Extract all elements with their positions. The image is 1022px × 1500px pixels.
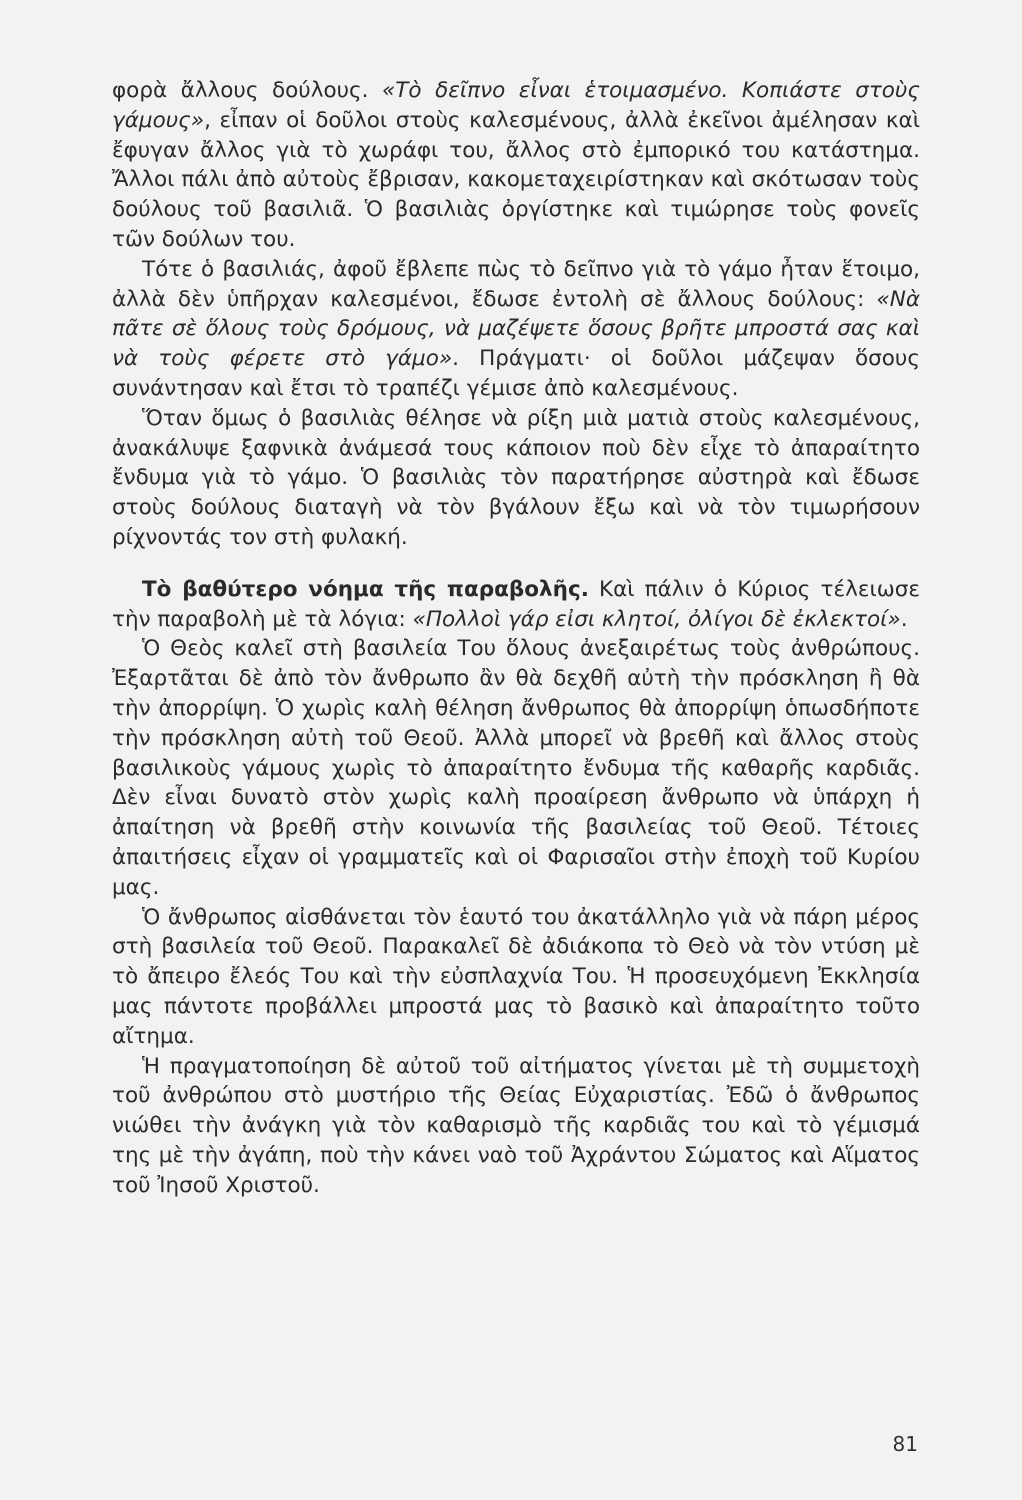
paragraph-3: Ὅταν ὅμως ὁ βασιλιὰς θέλησε νὰ ρίξη μιὰ ματιὰ στοὺς καλεσμένους, ἀνακάλυψε ξαφνικὰ ἀνάμεσά τους κάποιον ποὺ δὲν εἶχε τὸ ἀπαραίτητο ἔνδυμα γιὰ τὸ γάμο. Ὁ βασιλιὰς τὸν παρατήρησε αὐστηρὰ καὶ ἔδωσε στοὺς δούλους διαταγὴ νὰ τὸν βγάλουν ἔξω καὶ νὰ τὸν τιμωρήσουν ρίχνοντάς τον στὴ φυλακή. <box>112 405 920 550</box>
paragraph-5: Ὁ Θεὸς καλεῖ στὴ βασιλεία Του ὅλους ἀνεξαιρέτως τοὺς ἀνθρώπους. Ἐξαρτᾶται δὲ ἀπὸ τὸν ἄνθρωπο ἂν θὰ δεχθῆ αὐτὴ τὴν πρόσκληση ἢ θὰ τὴν ἀπορρίψη. Ὁ χωρὶς καλὴ θέληση ἄνθρωπος θὰ ἀπορρίψη ὁπωσδήποτε τὴν πρόσκληση αὐτὴ τοῦ Θεοῦ. Ἀλλὰ μπορεῖ νὰ βρεθῆ καὶ ἄλλος στοὺς βασιλικοὺς γάμους χωρὶς τὸ ἀπαραίτητο ἔνδυμα τῆς καθαρῆς καρδιᾶς. Δὲν εἶναι δυνατὸ στὸν χωρὶς καλὴ προαίρεση ἄνθρωπο νὰ ὑπάρχη ἡ ἀπαίτηση νὰ βρεθῆ στὴν κοινωνία τῆς βασιλείας τοῦ Θεοῦ. Τέτοιες ἀπαιτήσεις εἶχαν οἱ γραμματεῖς καὶ οἱ Φαρισαῖοι στὴν ἐποχὴ τοῦ Κυρίου μας. <box>112 636 920 900</box>
paragraph-4-quote: «Πολλοὶ γάρ εἰσι κλητοί, ὀλίγοι δὲ ἐκλεκτοί» <box>412 606 901 632</box>
body-text <box>112 76 920 1200</box>
paragraph-4-text-a: Καὶ πάλιν ὁ Κύριος τέλειωσε τὴν παραβολὴ μὲ τὰ λόγια: <box>112 576 920 632</box>
paragraph-2-text-b: . Πράγματι· οἱ δοῦλοι μάζεψαν ὅσους συνάντησαν καὶ ἔτσι τὸ τραπέζι γέμισε ἀπὸ καλεσμένους. <box>112 346 920 401</box>
paragraph-1-text-a: φορὰ ἄλλους δούλους. <box>112 78 383 103</box>
paragraph-2 <box>112 255 920 404</box>
paragraph-1-quote: «Τὸ δεῖπνο εἶναι ἑτοιμασμένο. Κοπιάστε στοὺς γάμους» <box>112 78 920 133</box>
paragraph-4-text-b: . <box>900 606 908 632</box>
paragraph-1 <box>112 76 920 255</box>
page-number: 81 <box>892 1432 918 1456</box>
paragraph-2-quote: «Νὰ πᾶτε σὲ ὅλους τοὺς δρόμους, νὰ μαζέψετε ὅσους βρῆτε μπροστά σας καὶ νὰ τοὺς φέρετε στὸ γάμο» <box>112 286 920 372</box>
paragraph-4 <box>112 575 920 635</box>
paragraph-2-text-a: Τότε ὁ βασιλιάς, ἀφοῦ ἔβλεπε πὼς τὸ δεῖπνο γιὰ τὸ γάμο ἦταν ἕτοιμο, ἀλλὰ δὲν ὑπῆρχαν καλεσμένοι, ἔδωσε ἐντολὴ σὲ ἄλλους δούλους: <box>112 256 920 312</box>
paragraph-6: Ὁ ἄνθρωπος αἰσθάνεται τὸν ἑαυτό του ἀκατάλληλο γιὰ νὰ πάρη μέρος στὴ βασιλεία τοῦ Θεοῦ. Παρακαλεῖ δὲ ἀδιάκοπα τὸ Θεὸ νὰ τὸν ντύση μὲ τὸ ἄπειρο ἔλεός Του καὶ τὴν εὐσπλαχνία Του. Ἡ προσευχόμενη Ἐκκλησία μας πάντοτε προβάλλει μπροστά μας τὸ βασικὸ καὶ ἀπαραίτητο τοῦτο αἴτημα. <box>112 904 920 1049</box>
paragraph-1-text-b: , εἶπαν οἱ δοῦλοι στοὺς καλεσμένους, ἀλλὰ ἐκεῖνοι ἀμέλησαν καὶ ἔφυγαν ἄλλος γιὰ τὸ χωράφι του, ἄλλος στὸ ἐμπορικό του κατάστημα. Ἄλλοι πάλι ἀπὸ αὐτοὺς ἔβρισαν, κακομεταχειρίστηκαν καὶ σκότωσαν τοὺς δούλους τοῦ βασιλιᾶ. Ὁ βασιλιὰς ὀργίστηκε καὶ τιμώρησε τοὺς φονεῖς τῶν δούλων του. <box>112 107 920 252</box>
section-heading: Τὸ βαθύτερο νόημα τῆς παραβολῆς. <box>142 576 589 602</box>
paragraph-7: Ἡ πραγματοποίηση δὲ αὐτοῦ τοῦ αἰτήματος γίνεται μὲ τὴ συμμετοχὴ τοῦ ἀνθρώπου στὸ μυστήριο τῆς Θείας Εὐχαριστίας. Ἐδῶ ὁ ἄνθρωπος νιώθει τὴν ἀνάγκη γιὰ τὸν καθαρισμὸ τῆς καρδιᾶς του καὶ τὸ γέμισμά της μὲ τὴν ἀγάπη, ποὺ τὴν κάνει ναὸ τοῦ Ἀχράντου Σώματος καὶ Αἵματος τοῦ Ἰησοῦ Χριστοῦ. <box>112 1053 920 1198</box>
